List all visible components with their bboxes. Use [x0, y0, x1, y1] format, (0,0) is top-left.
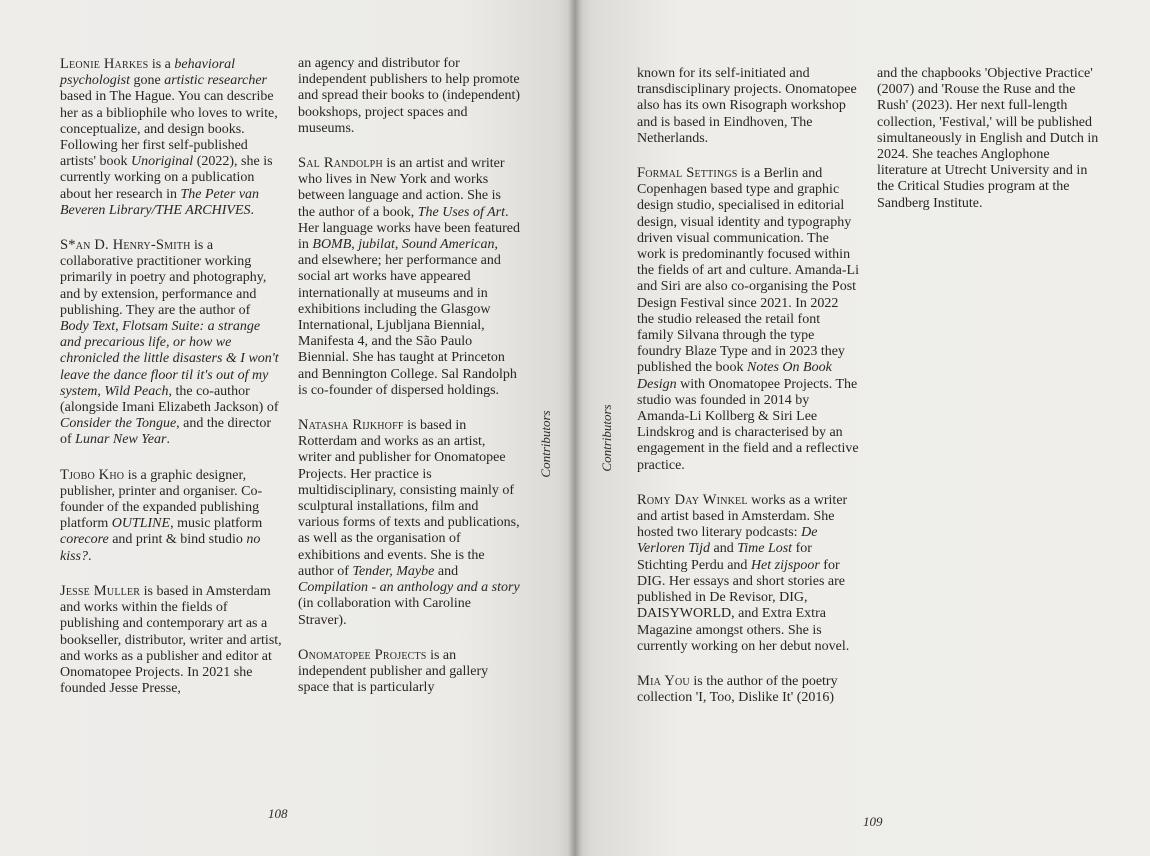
bio-text: is based in Rotterdam and works as an artist, writer and publisher for Onomatopee Projects. Her practice is multidisciplinary, consisting mainly of sculptural installations, film and various forms of texts and publications, as well as the organisation of exhibitions and events. She is the author of: [298, 418, 520, 579]
contributor-bio: [637, 66, 859, 147]
contributor-bio: [877, 66, 1099, 212]
bio-text: known for its self-initiated and transdisciplinary projects. Onomatopee also has its own Risograph workshop and is based in Eindhoven, The Netherlands.: [637, 66, 857, 146]
italic-title: Het zijspoor: [750, 557, 820, 573]
contributor-name: Formal Settings: [637, 165, 738, 182]
italic-title: jubilat: [358, 237, 395, 253]
bio-text: .: [250, 202, 255, 218]
bio-text: , and the director of: [60, 416, 272, 448]
bio-text: (2022), she is currently working on a publication about her research in: [60, 154, 273, 202]
italic-title: Unoriginal: [130, 154, 194, 170]
bio-text: is based in Amsterdam and works within the fields of publishing and contemporary art as a bookseller, distributor, writer and artist, and works as a publisher and editor at Onomatopee Projects. In 2021 she founded Jesse Presse,: [60, 583, 282, 697]
contributor-bio: [298, 417, 520, 629]
bio-text: is an independent publisher and gallery space that is particularly: [298, 647, 489, 696]
contributor-name: Leonie Harkes: [60, 56, 149, 72]
bio-text: and the chapbooks 'Objective Practice' (2007) and 'Rouse the Ruse and the Rush' (2023). Her next full-length collection, 'Festival,' will be published simultaneously in English and Dutch in 2024. She teaches Anglophone literature at Utrecht University and in the Critical Studies program at the Sandberg Institute.: [877, 66, 1099, 211]
contributor-bio: [637, 165, 859, 474]
right-column-1: [637, 66, 859, 724]
contributor-entry: [298, 647, 520, 697]
italic-title: Body Text: [60, 319, 116, 335]
contributor-name: Jesse Muller: [60, 582, 141, 599]
bio-text: .: [88, 548, 92, 564]
contributor-entry: [60, 56, 282, 219]
bio-text: .: [166, 432, 170, 448]
bio-text: with Onomatopee Projects. The studio was founded in 2014 by Amanda-Li Kollberg & Siri Lee Lindskrog and is characterised by an engagement in the field and a reflective practice.: [637, 376, 859, 473]
contributor-entry: [298, 56, 520, 137]
bio-text: works as a writer and artist based in Amsterdam. She hosted two literary podcasts:: [637, 492, 848, 541]
contributor-bio: [637, 673, 859, 706]
bio-text: and: [710, 541, 738, 557]
italic-title: Notes On Book Design: [637, 360, 832, 392]
bio-text: based in The Hague. You can describe her as a bibliophile who loves to write, conceptualize, and design books. Following her first self-published artists' book: [60, 89, 278, 170]
left-column-2: [298, 56, 520, 714]
bio-text: ,: [394, 237, 402, 253]
contributor-bio: [298, 647, 520, 697]
bio-text: ,: [351, 237, 359, 253]
running-head-left: Contributors: [538, 410, 553, 478]
italic-title: artistic researcher: [164, 73, 267, 89]
bio-text: for DIG. Her essays and short stories are published in De Revisor, DIG, DAISYWORLD, and Extra Extra Magazine amongst others. She is currently working on her debut novel.: [637, 557, 850, 654]
bio-text: is a graphic designer, publisher, printer and organiser. Co-founder of the expanded publishing platform: [60, 467, 263, 532]
italic-title: no kiss?: [60, 532, 261, 564]
italic-title: behavioral psychologist: [60, 57, 236, 89]
contributor-entry: [637, 492, 859, 655]
contributor-bio: [60, 583, 282, 697]
italic-title: Lunar New Year: [75, 432, 167, 448]
bio-text: is a collaborative practitioner working primarily in poetry and photography, and by extension, performance and publishing. They are the author of: [60, 238, 267, 318]
bio-text: is an artist and writer who lives in New York and works between language and action. She is the author of a book,: [298, 156, 505, 220]
contributor-bio: [298, 155, 520, 399]
contributor-entry: [60, 467, 282, 565]
page-number-right: 109: [863, 814, 883, 829]
contributor-bio: [60, 56, 282, 219]
contributor-entry: [637, 165, 859, 474]
italic-title: Consider the Tongue: [60, 416, 177, 432]
contributor-entry: [298, 417, 520, 629]
contributor-entry: [298, 155, 520, 399]
bio-text: is a: [148, 57, 175, 72]
bio-text: is the author of the poetry collection 'I, Too, Dislike It' (2016): [637, 673, 838, 706]
italic-title: Tender, Maybe: [352, 563, 435, 579]
bio-text: . Her language works have been featured in: [298, 204, 520, 253]
contributor-name: Natasha Rijkhoff: [298, 417, 404, 434]
bio-text: an agency and distributor for independent publishers to help promote and spread their books to (independent) bookshops, project spaces and museums.: [298, 56, 520, 136]
bio-text: and print & bind studio: [108, 532, 247, 548]
bio-text: , the co-author (alongside Imani Elizabeth Jackson) of: [60, 383, 279, 416]
bio-text: , and elsewhere; her performance and social art works have appeared internationally at museums and in exhibitions including the Glasgow International, Ljubljana Biennial, Manifesta 4, and the São Paulo Biennial. She has taught at Princeton and Bennington College. Sal Randolph is co-founder of dispersed holdings.: [298, 237, 517, 398]
italic-title: Time Lost: [737, 541, 793, 557]
bio-text: ,: [97, 383, 105, 399]
bio-text: is a Berlin and Copenhagen based type and graphic design studio, specialised in editorial design, visual identity and typography driven visual communication. The work is predominantly focused within the fields of art and culture. Amanda-Li and Siri are also co-organising the Post Design Festival since 2021. In 2022 the studio released the retail font family Silvana through the type foundry Blaze Type and in 2023 they published the book: [637, 166, 859, 376]
running-head-right: Contributors: [599, 404, 614, 472]
italic-title: Compilation - an anthology and a story: [298, 580, 520, 596]
italic-title: De Verloren Tijd: [637, 525, 818, 557]
bio-text: (in collaboration with Caroline Straver).: [298, 596, 472, 628]
page-number-left: 108: [268, 806, 288, 821]
italic-title: Flotsam Suite: a strange and precarious life, or how we chronicled the little disasters & I won't leave the dance floor til it's out of my system: [60, 319, 279, 399]
contributor-bio: [60, 467, 282, 565]
contributor-entry: [60, 237, 282, 449]
contributor-name: Tjobo Kho: [60, 466, 125, 483]
contributor-name: Onomatopee Projects: [298, 646, 427, 663]
contributor-bio: [637, 492, 859, 655]
contributor-bio: [60, 237, 282, 449]
italic-title: corecore: [60, 532, 109, 548]
contributor-name: Mia You: [637, 672, 690, 689]
italic-title: The Peter van Beveren Library/THE ARCHIVES: [60, 186, 260, 218]
contributor-bio: [298, 56, 520, 137]
contributor-entry: [637, 66, 859, 147]
left-column-1: [60, 56, 282, 715]
contributor-entry: [877, 66, 1099, 212]
bio-text: for Stichting Perdu and: [637, 541, 812, 573]
contributor-entry: [60, 583, 282, 697]
right-page: [575, 0, 1150, 856]
italic-title: BOMB: [312, 237, 352, 253]
bio-text: gone: [130, 73, 165, 89]
bio-text: and: [434, 563, 459, 579]
contributor-entry: [637, 673, 859, 706]
bio-text: , music platform: [170, 516, 263, 532]
right-column-2: [877, 66, 1099, 230]
italic-title: Sound American: [401, 237, 495, 253]
italic-title: OUTLINE: [111, 516, 171, 532]
book-gutter: [568, 0, 582, 856]
bio-text: ,: [115, 319, 123, 335]
contributor-name: Romy Day Winkel: [637, 491, 748, 508]
italic-title: Wild Peach: [104, 383, 169, 399]
contributor-name: S*an D. Henry-Smith: [60, 237, 191, 254]
italic-title: The Uses of Art: [417, 204, 505, 220]
contributor-name: Sal Randolph: [298, 155, 383, 172]
